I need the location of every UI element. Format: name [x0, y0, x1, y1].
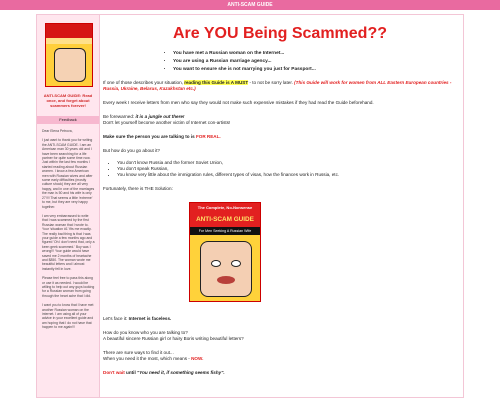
- cover-face-image: [54, 48, 86, 82]
- solution-line: Fortunately, there is THE Solution:: [103, 186, 173, 191]
- warning-item: • You have met a Russian woman on the Internet...: [173, 51, 457, 56]
- page-title: Are YOU Being Scammed??: [173, 25, 387, 42]
- guide-cover-image[interactable]: [189, 202, 261, 302]
- knowledge-list: [117, 160, 457, 178]
- feedback-paragraph: I just want to thank you for writing the ANTI-SCAM GUIDE. I am an American man 30 years old and I have been searching for a life partner for quite some time now. Just within the last few months I started reading about Russian women. I know a few American men with Russian wives and after some early difficulties (mostly culture shock) they are all very happy, and in one of the marriages the man is 50 and his wife is only 27!!!! That seems a little 'extreme' to me, but they are very happy together.: [42, 138, 95, 209]
- talking-paragraph: How do you know who you are talking to? A beautiful sincere Russian girl or hairy Boris writing beautiful letters?: [103, 330, 244, 341]
- cover-line1: The Complete, No-Nonsense: [190, 203, 260, 213]
- ways-paragraph: There are sure ways to find it out... When you need it the most, which means - NOW.: [103, 350, 204, 361]
- main-content: [103, 15, 463, 397]
- cover-woman-illustration: [200, 241, 252, 297]
- dont-wait-line: Don't wait until "You need it, if something seems fishy".: [103, 370, 225, 375]
- knowledge-item: • You don't speak Russian,: [117, 166, 457, 172]
- sidebar-caption[interactable]: ANTI-SCAM GUIDE: Read once, and forget about scammers forever!: [43, 93, 93, 108]
- forewarned-paragraph: Be forewarned: it is a jungle out there! Don't let yourself become another victim of Internet con-artists!: [103, 114, 231, 125]
- guide-cover-thumbnail[interactable]: [45, 23, 93, 87]
- feedback-paragraph: I want you to know that I have met another Russian woman on the internet. I am using all of your advice in your excellent guide and am hoping that I do not have that happen to me again!!!: [42, 303, 94, 330]
- highlight-must: reading this Guide is A MUST: [184, 80, 249, 85]
- feedback-header: Feedback: [37, 116, 99, 124]
- eye-icon: [211, 260, 221, 267]
- warning-item: • You want to ensure she is not marrying you just for Passport...: [173, 67, 457, 72]
- how-question: But how do you go about it?: [103, 148, 160, 153]
- feedback-paragraph: I am very embarrassed to write that I was scammed by the first Russian woman that I wrote to. Your 'situation #1' fits me exactly. The really bad thing is that I was your guide a few months ago and figured 'Oh I don't need that, only a keen geek scammed.' Boy was I wrong!!! Your guide would have saved me 2 months of heartache and $850. The woman wrote me beautiful letters and I almost instantly fell in love.: [42, 213, 95, 271]
- make-sure-line: Make sure the person you are talking to is FOR REAL.: [103, 134, 221, 139]
- intro-paragraph: If one of those describes your situation, reading this Guide is A MUST - to not be sorry later. (This Guide will work for women from ALL Eastern European countries - Russia, Ukraine, Belarus, Kazakhstan etc.): [103, 80, 452, 91]
- page-container: [36, 14, 464, 398]
- countries-note: (This Guide will work for women from ALL Eastern European countries - Russia, Ukraine, Belarus, Kazakhstan etc.): [103, 80, 452, 91]
- faceless-line: Let's face it: Internet is faceless.: [103, 316, 172, 321]
- sidebar: [37, 15, 100, 397]
- cover-subtitle: For Men Seeking A Russian Wife: [190, 227, 260, 235]
- knowledge-item: • You know very little about the immigration rules, different types of visas, how the finances work in Russia, etc.: [117, 172, 457, 178]
- cover-title: ANTI-SCAM GUIDE: [190, 213, 260, 227]
- mouth-icon: [217, 276, 235, 284]
- knowledge-item: • You don't know Russia and the former Soviet Union,: [117, 160, 457, 166]
- letters-paragraph: Every week I receive letters from men who say they would not make such expensive mistakes if they had read the Guide beforehand.: [103, 100, 374, 105]
- top-banner: ANTI-SCAM GUIDE: [0, 0, 500, 10]
- feedback-paragraph: Dear Elena Petrova,: [42, 129, 73, 133]
- eye-icon: [231, 260, 241, 267]
- feedback-letters: [37, 124, 99, 330]
- warning-item: • You are using a Russian marriage agency...: [173, 59, 457, 64]
- feedback-paragraph: Please feel free to pass this along or use it as needed. I would be willing to help out any guys looking for a Russian woman from going through the heart ache that I did.: [42, 276, 95, 298]
- warning-list: [173, 51, 457, 72]
